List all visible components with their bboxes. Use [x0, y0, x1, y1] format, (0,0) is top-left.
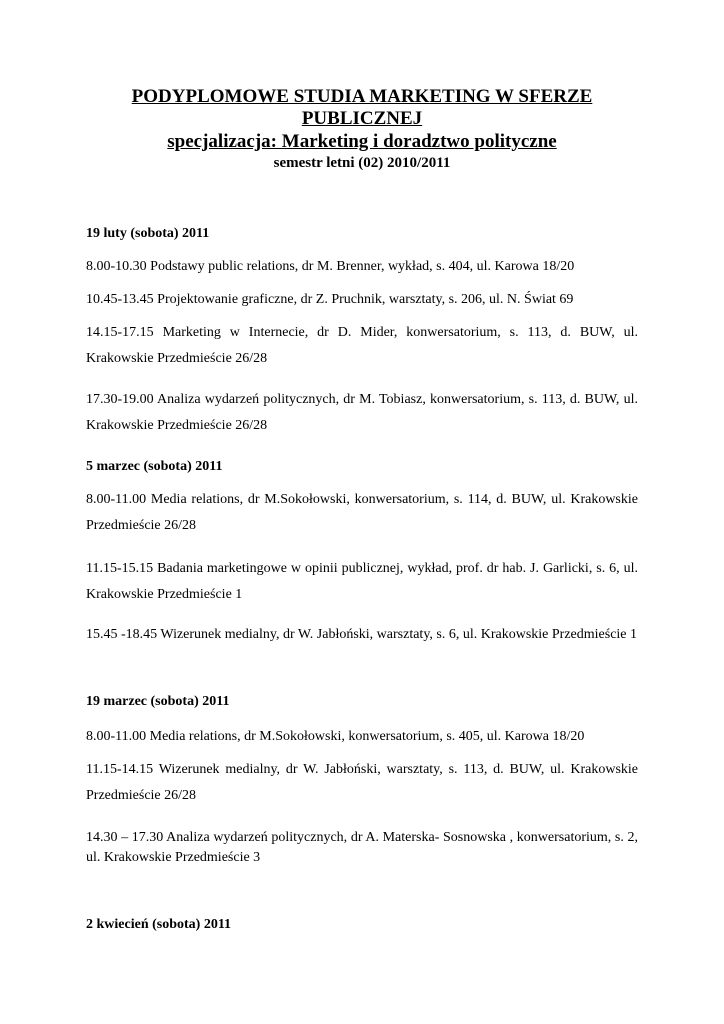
schedule-entry: 17.30-19.00 Analiza wydarzeń politycznych, dr M. Tobiasz, konwersatorium, s. 113, d. BUW, ul. Krakowskie Przedmieście 26/28: [86, 392, 638, 433]
day-date: 5 marzec (sobota) 2011: [86, 459, 223, 474]
day-date: 2 kwiecień (sobota) 2011: [86, 917, 232, 932]
schedule-entry: 8.00-11.00 Media relations, dr M.Sokołowski, konwersatorium, s. 405, ul. Karowa 18/20: [86, 729, 585, 744]
specialization-title: specjalizacja: Marketing i doradztwo polityczne: [167, 131, 557, 152]
schedule-entry: 11.15-14.15 Wizerunek medialny, dr W. Jabłoński, warsztaty, s. 113, d. BUW, ul. Krakowskie Przedmieście 26/28: [86, 762, 638, 803]
document-header: [86, 86, 638, 172]
document-title: PODYPLOMOWE STUDIA MARKETING W SFERZE PUBLICZNEJ: [131, 86, 593, 129]
day-date: 19 luty (sobota) 2011: [86, 226, 210, 241]
schedule-entry: 8.00-10.30 Podstawy public relations, dr M. Brenner, wykład, s. 404, ul. Karowa 18/20: [86, 259, 575, 274]
schedule-entry: 11.15-15.15 Badania marketingowe w opinii publicznej, wykład, prof. dr hab. J. Garlicki, s. 6, ul. Krakowskie Przedmieście 1: [86, 561, 638, 602]
schedule-entry: 14.15-17.15 Marketing w Internecie, dr D. Mider, konwersatorium, s. 113, d. BUW, ul. Krakowskie Przedmieście 26/28: [86, 325, 638, 366]
schedule-entry: 10.45-13.45 Projektowanie graficzne, dr Z. Pruchnik, warsztaty, s. 206, ul. N. Świat 69: [86, 292, 574, 307]
schedule-entry: 15.45 -18.45 Wizerunek medialny, dr W. Jabłoński, warsztaty, s. 6, ul. Krakowskie Przedmieście 1: [86, 627, 638, 642]
schedule-entry: 14.30 – 17.30 Analiza wydarzeń politycznych, dr A. Materska- Sosnowska , konwersatorium, s. 2, ul. Krakowskie Przedmieście 3: [86, 830, 638, 865]
day-date: 19 marzec (sobota) 2011: [86, 694, 230, 709]
semester-label: semestr letni (02) 2010/2011: [273, 155, 451, 171]
schedule-entry: 8.00-11.00 Media relations, dr M.Sokołowski, konwersatorium, s. 114, d. BUW, ul. Krakowskie Przedmieście 26/28: [86, 492, 638, 533]
